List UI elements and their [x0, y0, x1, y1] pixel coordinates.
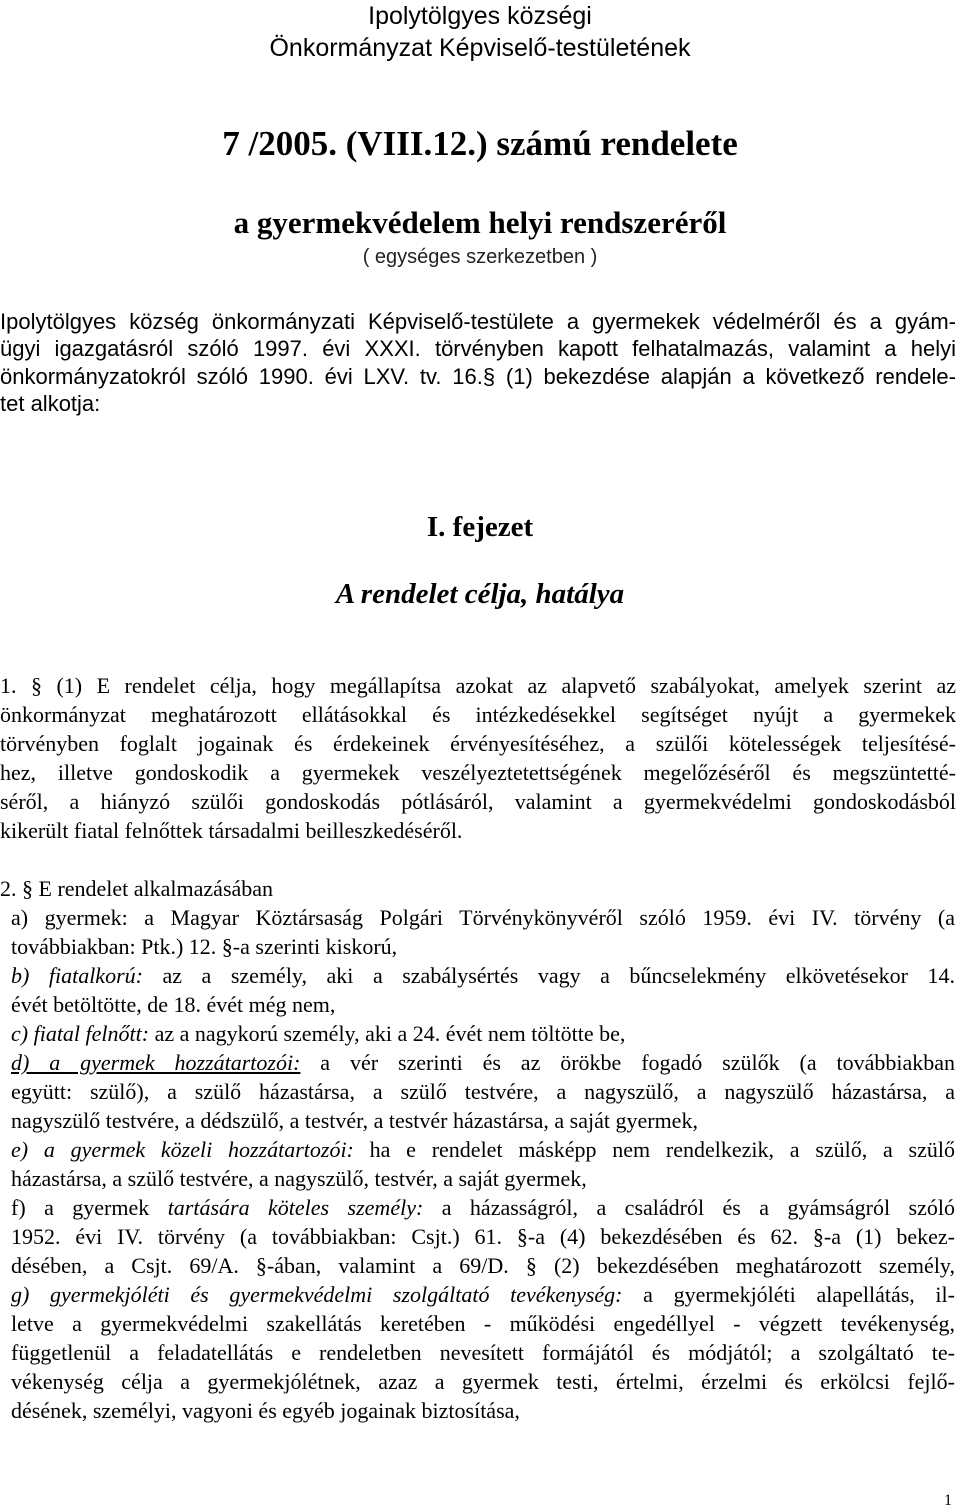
- preamble-line: tet alkotja:: [0, 391, 101, 416]
- definition-d-line: [11, 1052, 955, 1074]
- definition-f-line: [11, 1197, 955, 1219]
- section-1-line: séről, a hiányzó szülői gondoskodás pótlásáról, valamint a gyermekvédelmi gondoskodásból: [0, 789, 956, 814]
- definition-a-line: a) gyermek: a Magyar Köztársaság Polgári Törvénykönyvéről szóló 1959. évi IV. törvény (a: [11, 905, 955, 930]
- definition-b-term: b) fiatalkorú:: [11, 963, 143, 988]
- definition-b-text: az a személy, aki a szabálysértés vagy a bűncselekmény elkövetésekor 14.: [142, 963, 955, 988]
- chapter-title: A rendelet célja, hatálya: [335, 578, 625, 610]
- section-1-line: hez, illetve gondoskodik a gyermekek veszélyeztetettségének megelőzéséről és megszüntetté-: [0, 760, 956, 785]
- definition-b-line: [11, 965, 955, 987]
- section-1-line: 1. § (1) E rendelet célja, hogy megállapítsa azokat az alapvető szabályokat, amelyek szerint az: [0, 673, 956, 698]
- definition-g-line: letve a gyermekvédelmi szakellátás keretében - működési engedéllyel - végzett tevékenység,: [11, 1311, 955, 1336]
- decree-number: 7 /2005. (VIII.12.) számú rendelete: [222, 124, 738, 163]
- preamble-line: Ipolytölgyes község önkormányzati Képviselő-testülete a gyermekek védelméről és a gyám-: [0, 309, 956, 334]
- preamble-line: önkormányzatokról szóló 1990. évi LXV. tv. 16.§ (1) bekezdése alapján a következő rendele-: [0, 364, 956, 389]
- definition-f-prefix: f) a gyermek: [11, 1195, 168, 1220]
- definition-g-term: g) gyermekjóléti és gyermekvédelmi szolgáltató tevékenység:: [11, 1282, 623, 1307]
- definition-g-line: [11, 1284, 955, 1306]
- definition-g-line: désének, személyi, vagyoni és egyéb jogainak biztosítása,: [11, 1398, 520, 1423]
- definition-f-term: tartására köteles személy:: [167, 1195, 424, 1220]
- definition-g-line: vékenység célja a gyermekjólétnek, azaz a gyermek testi, értelmi, érzelmi és erkölcsi fejlő-: [11, 1369, 955, 1394]
- section-1-line: törvényben foglalt jogainak és érdekeinek érvényesítéséhez, a szülői kötelességek teljesítésé-: [0, 731, 956, 756]
- chapter-number: I. fejezet: [426, 511, 534, 543]
- page-number: 1: [944, 1492, 952, 1509]
- definition-d-text: a vér szerinti és az örökbe fogadó szülők (a továbbiakban: [300, 1050, 955, 1075]
- definition-e-term: e) a gyermek közeli hozzátartozói:: [11, 1137, 354, 1162]
- definition-a-line: továbbiakban: Ptk.) 12. §-a szerinti kiskorú,: [11, 934, 398, 959]
- definition-d-line: együtt: szülő), a szülő házastársa, a szülő testvére, a nagyszülő, a nagyszülő házastársa, a: [11, 1079, 955, 1104]
- definition-e-line: házastársa, a szülő testvére, a nagyszülő, testvér, a saját gyermek,: [11, 1166, 587, 1191]
- section-2-intro: 2. § E rendelet alkalmazásában: [0, 876, 274, 901]
- definition-d-term: d) a gyermek hozzátartozói:: [11, 1050, 301, 1075]
- section-1-line: önkormányzat meghatározott ellátásokkal és intézkedésekkel segítséget nyújt a gyermekek: [0, 702, 956, 727]
- definition-b-line: évét betöltötte, de 18. évét még nem,: [11, 992, 336, 1017]
- definition-f-line: désében, a Csjt. 69/A. §-ában, valamint a 69/D. § (2) bekezdésében meghatározott személy,: [11, 1253, 955, 1278]
- definition-c-text: az a nagykorú személy, aki a 24. évét nem töltötte be,: [149, 1021, 626, 1046]
- section-1-line: kikerült fiatal felnőttek társadalmi beilleszkedéséről.: [0, 818, 463, 843]
- consolidated-note: ( egységes szerkezetben ): [362, 246, 598, 268]
- definition-g-line: függetlenül a feladatellátás e rendeletben nevesített formájától és módjától; a szolgáltató te-: [11, 1340, 955, 1365]
- header-line-2: Önkormányzat Képviselő-testületének: [269, 34, 691, 62]
- definition-f-line: 1952. évi IV. törvény (a továbbiakban: Csjt.) 61. §-a (4) bekezdésében és 62. §-a (1) bekez-: [11, 1224, 955, 1249]
- definition-c-term: c) fiatal felnőtt:: [11, 1021, 150, 1046]
- definition-f-text: a házasságról, a családról és a gyámságról szóló: [423, 1195, 955, 1220]
- header-line-1: Ipolytölgyes községi: [368, 2, 592, 30]
- definition-d-line: nagyszülő testvére, a dédszülő, a testvér, a testvér házastársa, a saját gyermek,: [11, 1108, 698, 1133]
- definition-c-line: [11, 1023, 625, 1045]
- definition-g-text: a gyermekjóléti alapellátás, il-: [622, 1282, 955, 1307]
- definition-e-line: [11, 1139, 955, 1161]
- decree-subject: a gyermekvédelem helyi rendszeréről: [233, 205, 727, 240]
- preamble-line: ügyi igazgatásról szóló 1997. évi XXXI. törvényben kapott felhatalmazás, valamint a helyi: [0, 336, 956, 361]
- definition-e-text: ha e rendelet másképp nem rendelkezik, a szülő, a szülő: [353, 1137, 955, 1162]
